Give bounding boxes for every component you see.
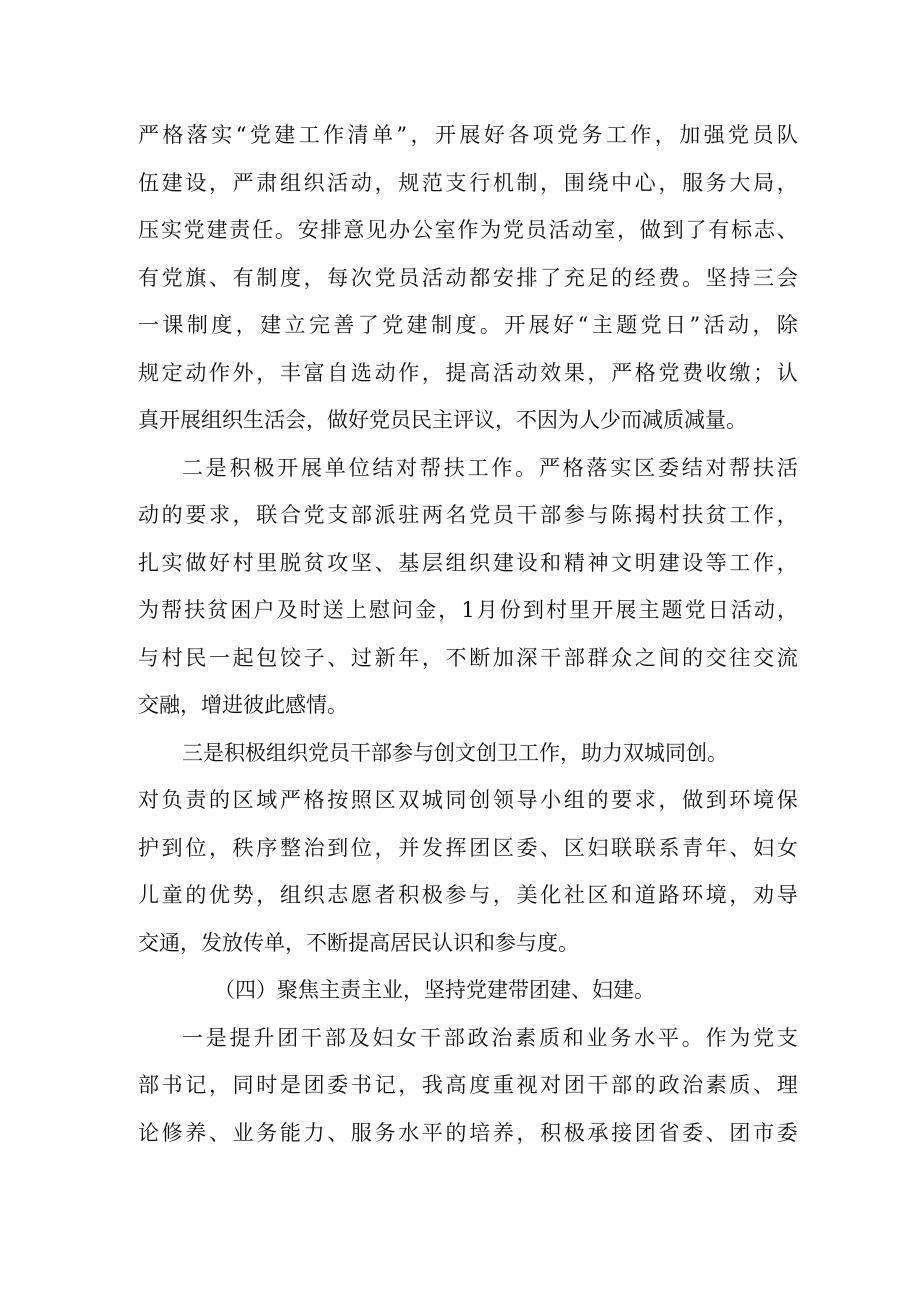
text-line: 压 实 党 建 责 任 。 安 排 意 见 办 公 室 作 为 党 员 活 动 室 ， 做 到 了 有 标 志 、 (138, 218, 798, 242)
text-line: 论 修 养 、 业 务 能 力 、 服 务 水 平 的 培 养 ， 积 极 承 接 团 省 委 、 团 市 委 (138, 1120, 798, 1145)
text-line: 扎 实 做 好 村 里 脱 贫 攻 坚 、 基 层 组 织 建 设 和 精 神 文 明 建 设 等 工 作 ， (138, 550, 798, 575)
paragraph-first-line: 三是积极组织党员干部参与创文创卫工作，助力双城同创。 (182, 740, 728, 765)
text-line: 一 课 制 度 ， 建 立 完 善 了 党 建 制 度 。 开 展 好 “ 主 题 党 日 ” 活 动 ， 除 (138, 313, 798, 337)
text-line: 为 帮 扶 贫 困 户 及 时 送 上 慰 问 金 ， 1 月 份 到 村 里 开 展 主 题 党 日 活 动 ， (138, 598, 798, 622)
text-line: 护 到 位 ， 秩 序 整 治 到 位 ， 并 发 挥 团 区 委 、 区 妇 联 联 系 青 年 、 妇 女 (138, 835, 798, 860)
text-line: 伍 建 设 ， 严 肃 组 织 活 动 ， 规 范 支 行 机 制 ， 围 绕 中 心 ， 服 务 大 局 ， (138, 170, 798, 195)
text-line: 交通，发放传单，不断提高居民认识和参与度。 (138, 930, 579, 955)
text-line: 与 村 民 一 起 包 饺 子 、 过 新 年 ， 不 断 加 深 干 部 群 众 之 间 的 交 往 交 流 (138, 645, 798, 670)
text-line: 规 定 动 作 外 ， 丰 富 自 选 动 作 ， 提 高 活 动 效 果 ， 严 格 党 费 收 缴 ； 认 (138, 360, 798, 385)
text-line: 严 格 落 实 “ 党 建 工 作 清 单 ” ， 开 展 好 各 项 党 务 工 作 ， 加 强 党 员 队 (138, 123, 798, 147)
text-line: 交融，增进彼此感情。 (138, 693, 348, 717)
paragraph-first-line: 二 是 积 极 开 展 单 位 结 对 帮 扶 工 作 。 严 格 落 实 区 委 结 对 帮 扶 活 (182, 455, 798, 480)
text-line: 真开展组织生活会，做好党员民主评议，不因为人少而减质减量。 (138, 408, 747, 432)
paragraph-first-line: 一 是 提 升 团 干 部 及 妇 女 干 部 政 治 素 质 和 业 务 水 平 。 作 为 党 支 (182, 1025, 798, 1050)
text-line: 动 的 要 求 ， 联 合 党 支 部 派 驻 两 名 党 员 干 部 参 与 陈 揭 村 扶 贫 工 作 ， (138, 503, 798, 527)
text-line: 儿 童 的 优 势 ， 组 织 志 愿 者 积 极 参 与 ， 美 化 社 区 和 道 路 环 境 ， 劝 导 (138, 883, 798, 907)
section-heading: （四）聚焦主责主业，坚持党建带团建、妇建。 (214, 978, 655, 1002)
text-line: 部 书 记 ， 同 时 是 团 委 书 记 ， 我 高 度 重 视 对 团 干 部 的 政 治 素 质 、 理 (138, 1073, 798, 1097)
text-line: 有 党 旗 、 有 制 度 ， 每 次 党 员 活 动 都 安 排 了 充 足 的 经 费 。 坚 持 三 会 (138, 265, 798, 290)
text-line: 对 负 责 的 区 域 严 格 按 照 区 双 城 同 创 领 导 小 组 的 要 求 ， 做 到 环 境 保 (138, 788, 798, 812)
document-body (138, 112, 798, 1157)
